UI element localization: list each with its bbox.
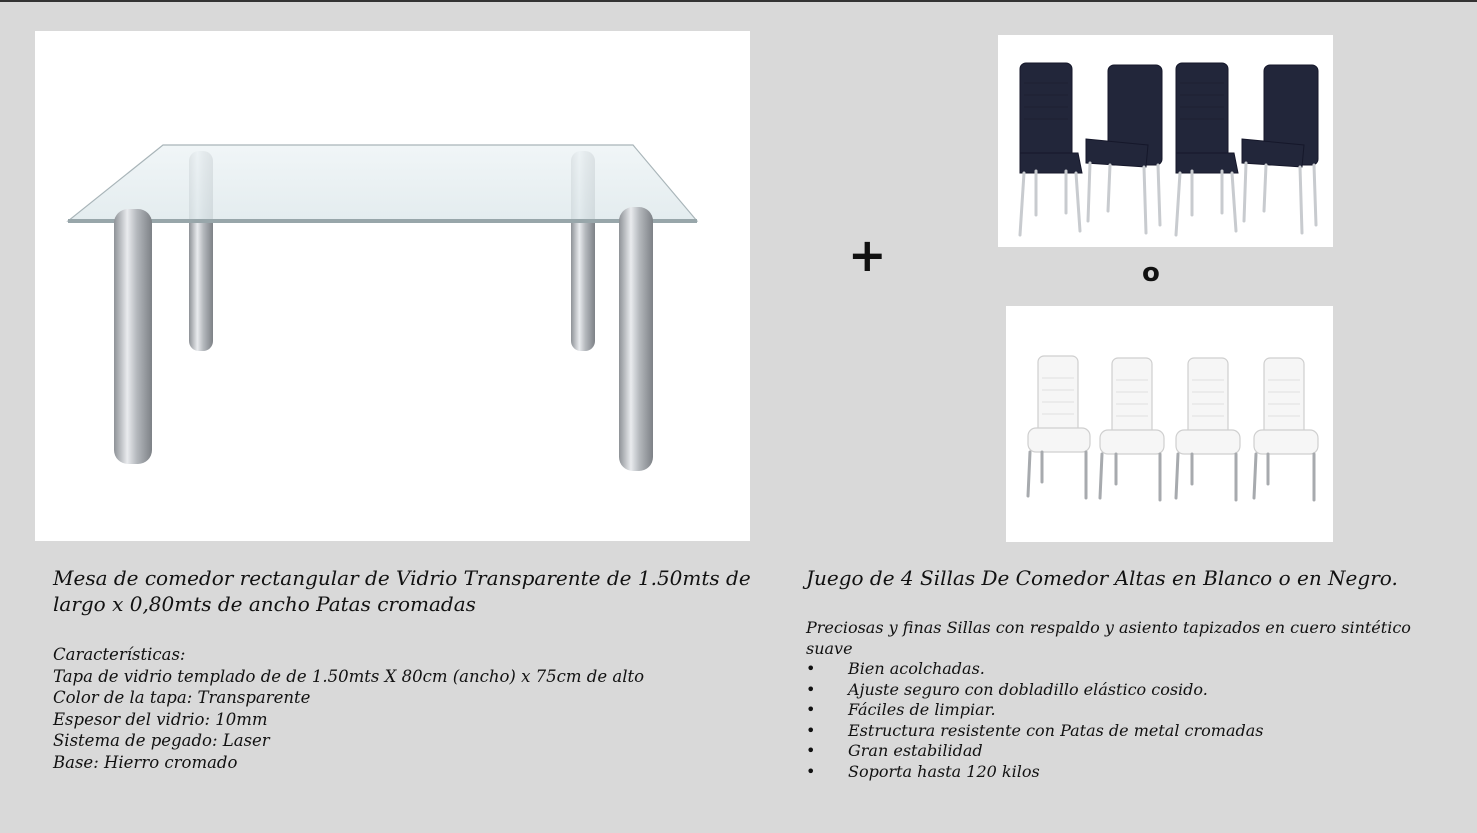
white-chair-4 — [1254, 358, 1318, 454]
glass-table-image — [35, 31, 750, 541]
table-leg-front-left — [114, 209, 152, 464]
bullet-icon: • — [806, 700, 816, 719]
bullet-icon: • — [806, 659, 816, 678]
top-border — [0, 0, 1477, 2]
white-chairs-illustration — [1006, 306, 1333, 542]
list-item: • Fáciles de limpiar. — [806, 700, 996, 719]
bullet-icon: • — [806, 720, 816, 740]
black-chairs-image — [998, 35, 1333, 247]
table-glass-top — [68, 145, 697, 221]
table-title: Mesa de comedor rectangular de Vidrio Transparente de 1.50mts de largo x 0,80mts de ancho Patas cromadas — [53, 566, 751, 616]
white-chair-1 — [1028, 356, 1090, 452]
list-item: • Ajuste seguro con dobladillo elástico cosido. — [806, 679, 1208, 699]
white-chair-2 — [1100, 358, 1164, 454]
white-chairs-image — [1006, 306, 1333, 542]
chairs-title: Juego de 4 Sillas De Comedor Altas en Blanco o en Negro. — [806, 566, 1398, 590]
chairs-description — [806, 618, 1456, 782]
bullet-icon: • — [806, 741, 816, 760]
feature-line: Base: Hierro cromado — [53, 752, 238, 772]
chairs-bullet-list — [806, 659, 1456, 782]
table-leg-front-right — [619, 207, 653, 471]
features-heading: Características: — [53, 645, 186, 664]
plus-symbol: + — [848, 228, 887, 282]
bullet-icon: • — [806, 761, 816, 781]
black-chair-3 — [1176, 63, 1238, 173]
feature-line: Espesor del vidrio: 10mm — [53, 709, 268, 729]
black-chair-1 — [1020, 63, 1082, 173]
feature-line: Sistema de pegado: Laser — [53, 731, 270, 750]
table-glass-edge — [68, 219, 697, 223]
black-chair-4 — [1242, 65, 1318, 167]
bullet-icon: • — [806, 679, 816, 699]
black-chair-2 — [1086, 65, 1162, 167]
or-separator: o — [1142, 258, 1160, 288]
list-item: • Soporta hasta 120 kilos — [806, 761, 1040, 781]
white-chair-3 — [1176, 358, 1240, 454]
feature-line: Tapa de vidrio templado de de 1.50mts X 80cm (ancho) x 75cm de alto — [53, 666, 645, 686]
list-item: • Gran estabilidad — [806, 741, 983, 760]
chairs-description-text: Preciosas y finas Sillas con respaldo y asiento tapizados en cuero sintético suave — [806, 618, 1411, 658]
black-chairs-illustration — [998, 35, 1333, 247]
glass-table-illustration — [35, 31, 750, 541]
list-item: • Bien acolchadas. — [806, 659, 985, 678]
list-item: • Estructura resistente con Patas de metal cromadas — [806, 720, 1264, 740]
feature-line: Color de la tapa: Transparente — [53, 688, 311, 707]
table-features — [53, 644, 713, 773]
